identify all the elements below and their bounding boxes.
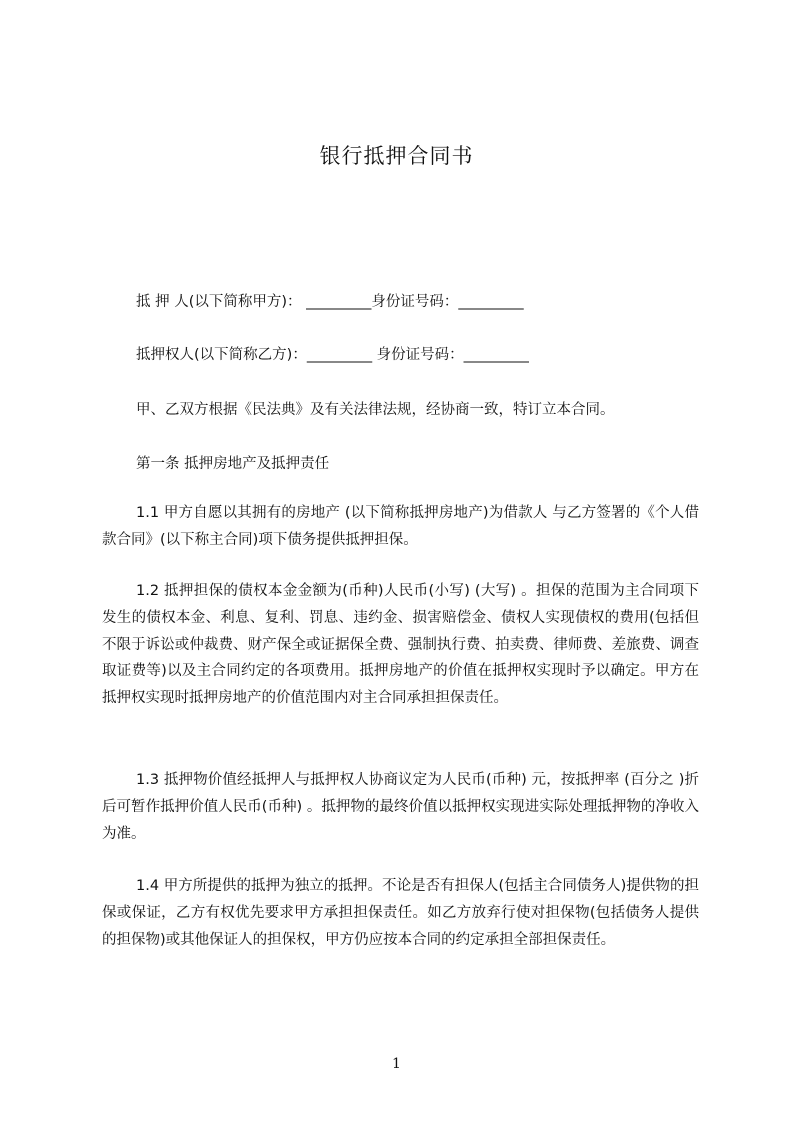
clause-1-2: 1.2 抵押担保的债权本金金额为(币种)人民币(小写) (大写) 。担保的范围为主合同项下发生的债权本金、利息、复利、罚息、违约金、损害赔偿金、债权人实现债权的费用(包括但不限于诉讼或仲裁费、财产保全或证据保全费、强制执行费、拍卖费、律师费、差旅费、调查取证费等)以及主合同约定的各项费用。抵押房地产的价值在抵押权实现时予以确定。甲方在抵押权实现时抵押房地产的价值范围内对主合同承担担保责任。 xyxy=(102,583,699,707)
article-1-heading: 第一条 抵押房地产及抵押责任 xyxy=(136,456,330,472)
party-b-line: 抵押权人(以下简称乙方)：_________ 身份证号码：_________ xyxy=(136,347,529,363)
clause-1-1: 1.1 甲方自愿以其拥有的房地产 (以下简称抵押房地产)为借款人 与乙方签署的《个人借款合同》(以下称主合同)项下债务提供抵押担保。 xyxy=(102,505,699,548)
party-a-line: 抵 押 人(以下简称甲方)： _________身份证号码：_________ xyxy=(136,294,524,310)
document-title: 银行抵押合同书 xyxy=(319,144,474,168)
preamble: 甲、乙双方根据《民法典》及有关法律法规，经协商一致，特订立本合同。 xyxy=(136,402,615,418)
clause-1-3: 1.3 抵押物价值经抵押人与抵押权人协商议定为人民币(币种) 元，按抵押率 (百分之 )折后可暂作抵押价值人民币(币种) 。抵押物的最终价值以抵押权实现进实际处理抵押物的净收入为准。 xyxy=(102,772,699,842)
clause-1-4: 1.4 甲方所提供的抵押为独立的抵押。不论是否有担保人(包括主合同债务人)提供物的担保或保证，乙方有权优先要求甲方承担担保责任。如乙方放弃行使对担保物(包括债务人提供的担保物)或其他保证人的担保权，甲方仍应按本合同的约定承担全部担保责任。 xyxy=(102,878,699,948)
page-number: 1 xyxy=(392,1056,401,1072)
